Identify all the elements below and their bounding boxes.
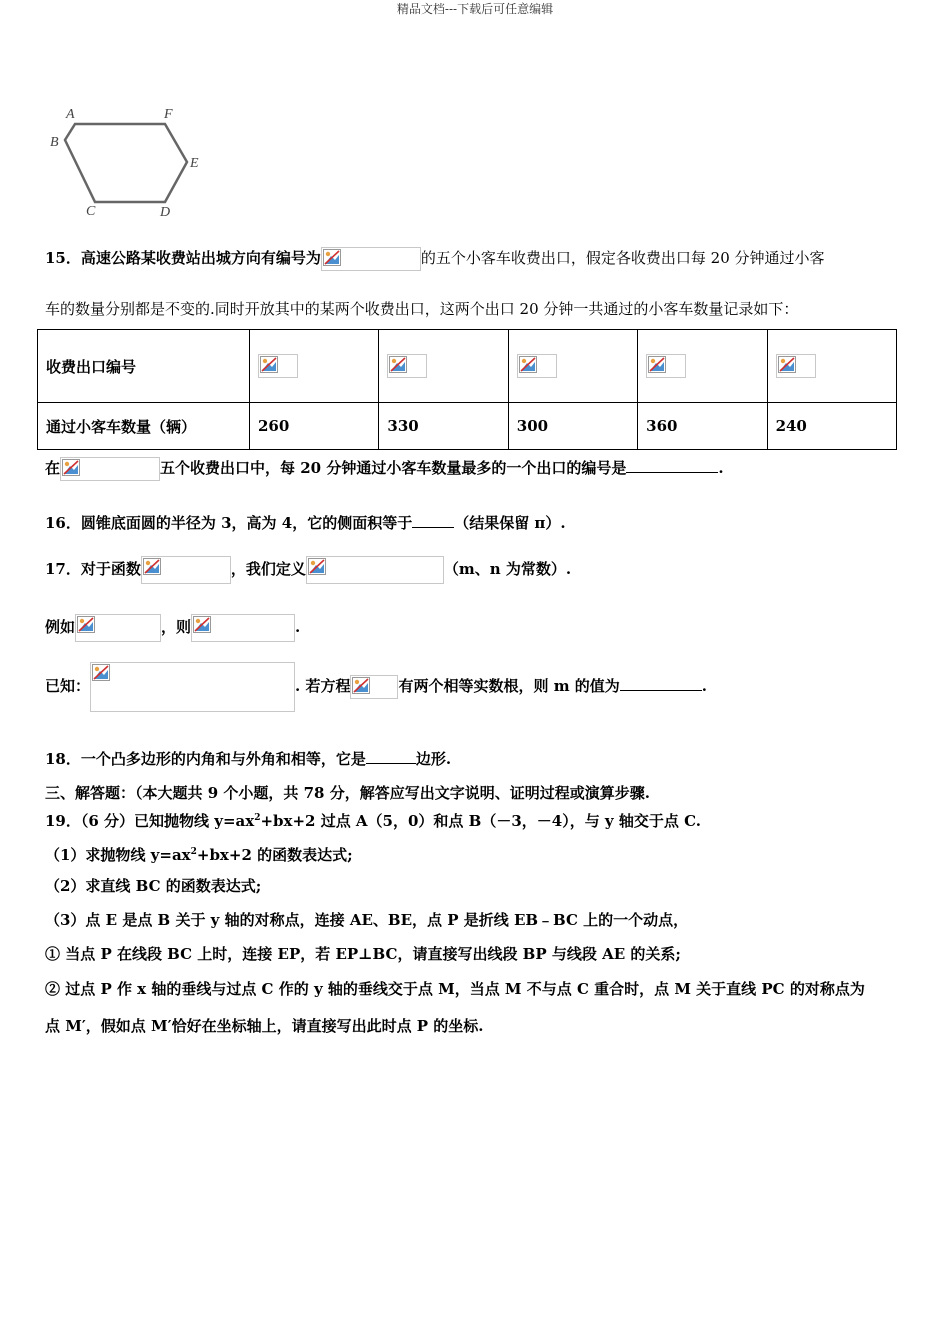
table-cell (638, 330, 767, 403)
q17-line1-pre: 17．对于函数 (45, 560, 141, 578)
broken-image-icon (646, 354, 686, 378)
q19-part1 (45, 842, 353, 865)
q17-line1 (45, 556, 571, 584)
table-cell (508, 330, 637, 403)
q17-line2 (45, 614, 300, 642)
q19-intro-pre: 19．（6 分）已知抛物线 y=ax (45, 812, 255, 830)
q17-line2-post: . (295, 618, 301, 636)
vertex-label-a: A (66, 107, 75, 122)
q17-line3-end: . (701, 677, 708, 695)
table-cell-label: 通过小客车数量（辆） (38, 403, 250, 450)
answer-blank (620, 676, 702, 691)
table-cell: 330 (379, 403, 508, 450)
q15-line1-pre: 15．高速公路某收费站出城方向有编号为 (45, 249, 321, 267)
broken-image-icon (191, 614, 295, 642)
table-cell (250, 330, 379, 403)
q15-follow-end: . (718, 459, 724, 477)
broken-image-icon (306, 556, 444, 584)
q17-line3-post: 有两个相等实数根，则 m 的值为 (398, 677, 620, 695)
q15-follow-post: 五个收费出口中，每 20 分钟通过小客车数量最多的一个出口的编号是 (160, 459, 627, 477)
broken-image-icon (776, 354, 816, 378)
broken-image-icon (90, 662, 295, 712)
q19-part3: （3）点 E 是点 B 关于 y 轴的对称点，连接 AE、BE，点 P 是折线 EB﹣BC 上的一个动点， (45, 911, 689, 929)
q16 (45, 513, 566, 533)
section-3-heading: 三、解答题：（本大题共 9 个小题，共 78 分，解答应写出文字说明、证明过程或演算步骤. (45, 784, 650, 802)
q18 (45, 749, 451, 769)
q15-line2: 车的数量分别都是不变的.同时开放其中的某两个收费出口，这两个出口 20 分钟一共通过的小客车数量记录如下： (45, 300, 799, 318)
q19-part1-sup: 2 (190, 847, 197, 857)
table-row (38, 330, 897, 403)
q17-line3-mid: . 若方程 (295, 677, 351, 695)
q19-case2-line2: 点 M′，假如点 M′恰好在坐标轴上，请直接写出此时点 P 的坐标. (45, 1017, 484, 1035)
table-cell-label: 收费出口编号 (38, 330, 250, 403)
q18-text-pre: 18．一个凸多边形的内角和与外角和相等，它是 (45, 750, 366, 768)
vertex-label-f: F (164, 107, 173, 122)
table-cell: 300 (508, 403, 637, 450)
broken-image-icon (517, 354, 557, 378)
q19-case2-line1: ② 过点 P 作 x 轴的垂线与过点 C 作的 y 轴的垂线交于点 M，当点 M 不与点 C 重合时，点 M 关于直线 PC 的对称点为 (45, 980, 865, 998)
q17-line3-pre: 已知： (45, 677, 91, 695)
q15-table (37, 329, 897, 450)
q16-text-post: （结果保留 π）. (454, 514, 566, 532)
q19-case1: ① 当点 P 在线段 BC 上时，连接 EP，若 EP⊥BC，请直接写出线段 BP 与线段 AE 的关系; (45, 945, 681, 963)
vertex-label-d: D (160, 205, 171, 220)
vertex-label-e: E (190, 156, 199, 171)
broken-image-icon (321, 247, 421, 271)
table-row (38, 403, 897, 450)
broken-image-icon (75, 614, 161, 642)
q19-part1-pre: （1）求抛物线 y=ax (45, 846, 191, 864)
q19-part2: （2）求直线 BC 的函数表达式; (45, 877, 262, 895)
broken-image-icon (350, 675, 398, 699)
q17-line1-post: （m、n 为常数）. (443, 560, 572, 578)
hexagon-figure (40, 100, 220, 225)
q16-text-pre: 16．圆锥底面圆的半径为 3，高为 4，它的侧面积等于 (45, 514, 413, 532)
broken-image-icon (387, 354, 427, 378)
broken-image-icon (60, 457, 160, 481)
vertex-label-b: B (50, 135, 59, 150)
q17-line3 (45, 661, 707, 712)
answer-blank (366, 749, 416, 764)
table-cell: 360 (638, 403, 767, 450)
q15-line1 (45, 247, 825, 271)
page-header: 精品文档---下载后可任意编辑 (396, 2, 554, 16)
q17-line2-pre: 例如 (45, 618, 76, 636)
vertex-label-c: C (86, 204, 96, 219)
table-cell: 240 (767, 403, 896, 450)
q17-line1-mid: ，我们定义 (230, 560, 306, 578)
q19-intro-post: +bx+2 过点 A（5，0）和点 B（－3，－4），与 y 轴交于点 C. (260, 812, 701, 830)
q15-follow-pre: 在 (45, 459, 61, 477)
q17-line2-mid: ，则 (161, 618, 192, 636)
q18-text-post: 边形. (415, 750, 452, 768)
answer-blank (412, 513, 454, 528)
q19-intro-sup: 2 (254, 813, 261, 823)
broken-image-icon (141, 556, 231, 584)
hexagon-shape (65, 124, 187, 202)
table-cell (379, 330, 508, 403)
broken-image-icon (258, 354, 298, 378)
q15-line1-post: 的五个小客车收费出口，假定各收费出口每 20 分钟通过小客 (420, 249, 825, 267)
q19-intro (45, 808, 701, 831)
q19-part1-post: +bx+2 的函数表达式; (196, 846, 353, 864)
table-cell (767, 330, 896, 403)
table-cell: 260 (250, 403, 379, 450)
q15-follow (45, 457, 724, 481)
answer-blank (626, 458, 718, 473)
